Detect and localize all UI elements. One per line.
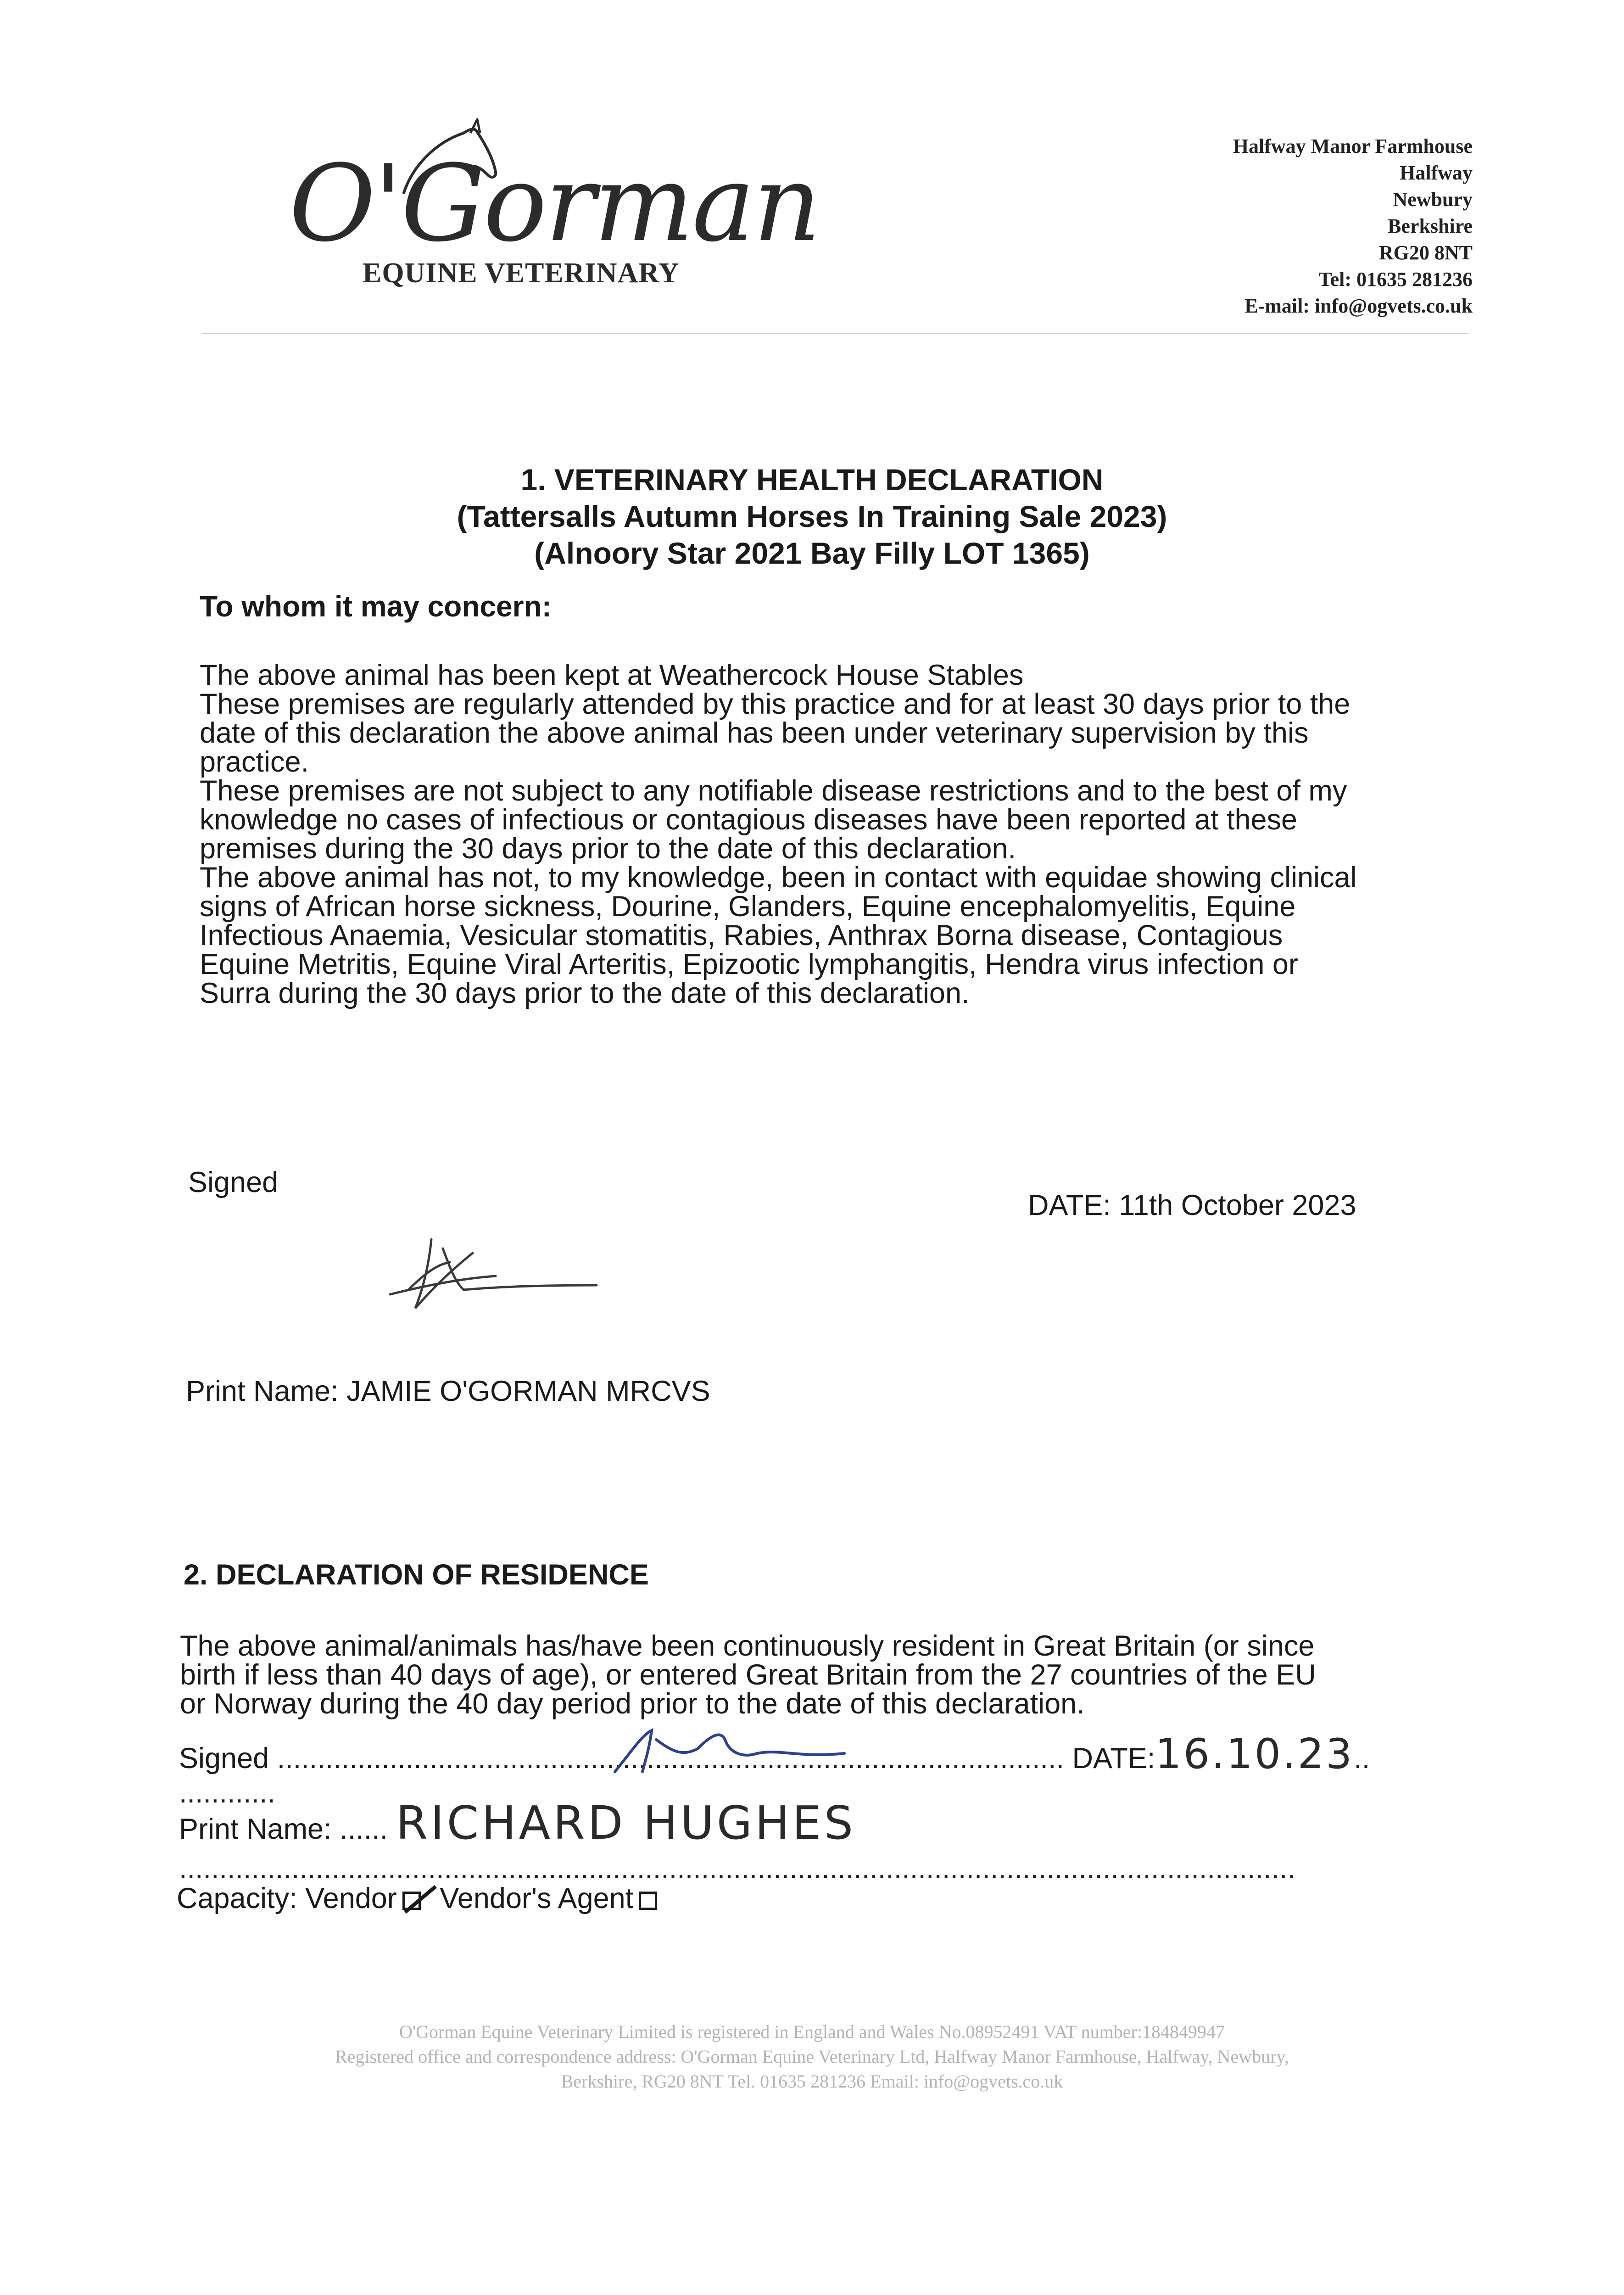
body-line: These premises are regularly attended by this practice and for at least 30 days prior to the — [200, 688, 1351, 720]
vendor-signature — [606, 1721, 863, 1781]
section1-subtitle-sale: (Tattersalls Autumn Horses In Training Sale 2023) — [457, 499, 1167, 533]
footer-company-info — [0, 2020, 1624, 2094]
footer-line: Berkshire, RG20 8NT Tel. 01635 281236 Email: info@ogvets.co.uk — [561, 2071, 1063, 2092]
print-name-dotted-line: ........................................................................................................................................... — [179, 1853, 1295, 1885]
signed-dotted-line: .................................................................................................. — [277, 1742, 1065, 1774]
address-line: Newbury — [1393, 188, 1473, 211]
letterhead-divider — [202, 333, 1468, 334]
body-line: premises during the 30 days prior to the date of this declaration. — [200, 833, 1016, 865]
address-line: RG20 8NT — [1378, 241, 1473, 264]
section1-date: DATE: 11th October 2023 — [1028, 1189, 1356, 1221]
section2-date-label: DATE: — [1072, 1742, 1155, 1774]
salutation: To whom it may concern: — [200, 590, 552, 623]
footer-line: Registered office and correspondence address: O'Gorman Equine Veterinary Ltd, Halfway Manor Farmhouse, Halfway, Newbury, — [335, 2046, 1289, 2067]
body-line: or Norway during the 40 day period prior to the date of this declaration. — [180, 1688, 1085, 1720]
capacity-vendor-label: Capacity: Vendor — [177, 1882, 397, 1914]
body-line: practice. — [200, 746, 309, 778]
print-name-dots: ...... — [340, 1813, 388, 1845]
footer-line: O'Gorman Equine Veterinary Limited is registered in England and Wales No.08952491 VAT number:184849947 — [399, 2021, 1225, 2042]
body-line: signs of African horse sickness, Dourine, Glanders, Equine encephalomyelitis, Equine — [200, 890, 1296, 923]
section1-title: 1. VETERINARY HEALTH DECLARATION — [520, 463, 1104, 497]
vendor-checkbox[interactable] — [402, 1892, 421, 1910]
section2-body — [180, 1632, 1316, 1718]
vendors-agent-checkbox[interactable] — [639, 1892, 657, 1910]
body-line: The above animal/animals has/have been continuously resident in Great Britain (or since — [180, 1630, 1315, 1662]
body-line: Equine Metritis, Equine Viral Arteritis, Epizootic lymphangitis, Hendra virus infection or — [200, 948, 1298, 980]
body-line: knowledge no cases of infectious or contagious diseases have been reported at these — [200, 804, 1298, 836]
address-line: Halfway — [1400, 162, 1473, 184]
logo-subtitle: EQUINE VETERINARY — [363, 257, 680, 289]
body-line: Infectious Anaemia, Vesicular stomatitis, Rabies, Anthrax Borna disease, Contagious — [200, 919, 1283, 952]
section2-print-name-row — [179, 1796, 856, 1850]
dotted-line: ............ — [179, 1777, 276, 1809]
section1-subtitle-lot: (Alnoory Star 2021 Bay Filly LOT 1365) — [534, 536, 1090, 570]
logo-wordmark: O'Gorman — [289, 143, 820, 265]
section2-title: 2. DECLARATION OF RESIDENCE — [184, 1559, 649, 1591]
section2-print-name-label: Print Name: — [179, 1813, 332, 1845]
practice-address — [1233, 133, 1473, 319]
address-line: Halfway Manor Farmhouse — [1233, 135, 1473, 157]
address-line: Tel: 01635 281236 — [1318, 268, 1473, 291]
address-line: Berkshire — [1388, 215, 1473, 237]
body-line: The above animal has not, to my knowledge, been in contact with equidae showing clinical — [200, 862, 1357, 894]
body-line: The above animal has been kept at Weathercock House Stables — [200, 659, 1024, 691]
address-line: E-mail: info@ogvets.co.uk — [1245, 295, 1473, 317]
section1-print-name: Print Name: JAMIE O'GORMAN MRCVS — [186, 1375, 710, 1407]
section2-signed-label: Signed — [179, 1742, 269, 1774]
section2-print-name-handwritten: RICHARD HUGHES — [396, 1796, 856, 1850]
vet-signature — [381, 1221, 619, 1327]
body-line: date of this declaration the above animal has been under veterinary supervision by this — [200, 717, 1309, 749]
section2-capacity-row — [177, 1884, 657, 1913]
body-line: Surra during the 30 days prior to the date of this declaration. — [200, 977, 970, 1009]
date-dots: .. — [1354, 1742, 1370, 1774]
body-line: birth if less than 40 days of age), or entered Great Britain from the 27 countries of the EU — [180, 1659, 1316, 1691]
section1-body — [200, 661, 1357, 1008]
section1-signed-label: Signed — [188, 1166, 279, 1198]
capacity-vendors-agent-label: Vendor's Agent — [440, 1882, 634, 1914]
section2-date-handwritten: 16.10.23 — [1155, 1730, 1354, 1778]
body-line: These premises are not subject to any notifiable disease restrictions and to the best of my — [200, 775, 1347, 807]
